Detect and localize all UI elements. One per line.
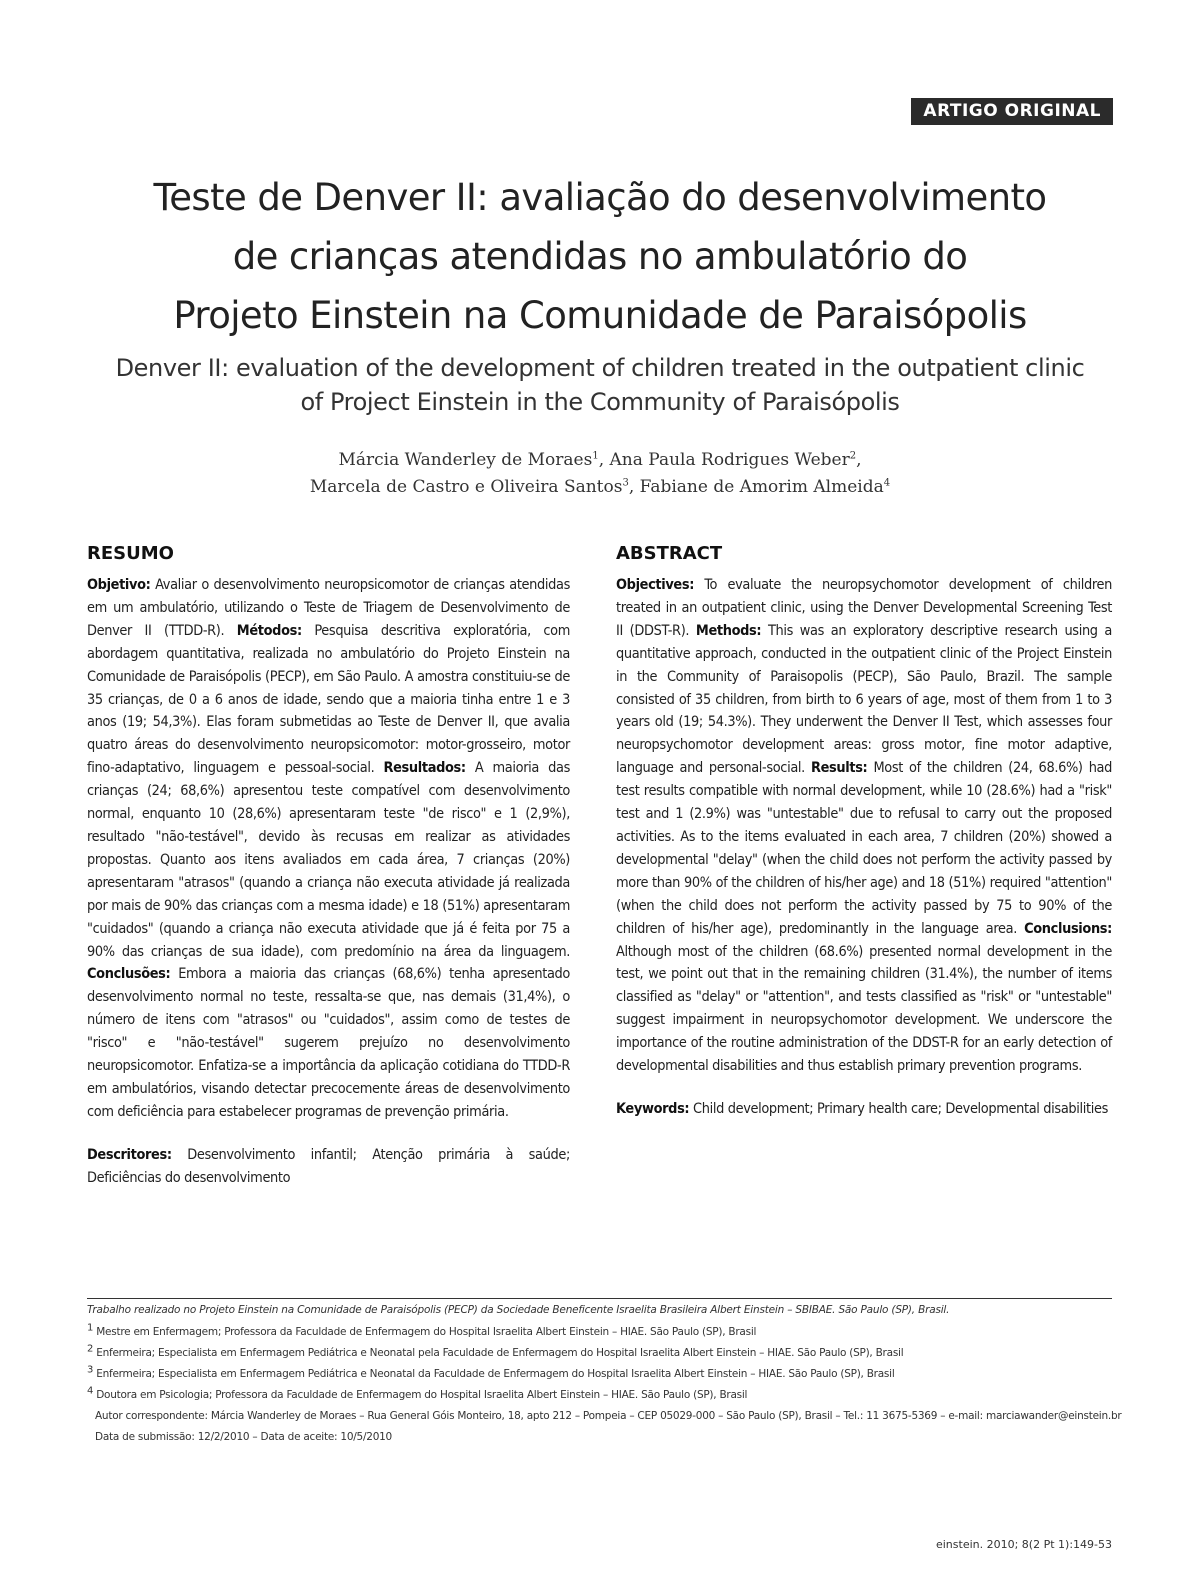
footnote-affiliation-3: $^3$ Enfermeira; Especialista em Enfermagem Pediátrica e Neonatal da Faculdade de Enfermagem do Hospital Israelita Albert Einstein – HIAE. São Paulo (SP), Brasil	[87, 1364, 895, 1380]
author-affiliation-mark: 3	[622, 477, 629, 489]
article-title-en: Denver II: evaluation of the development of children treated in the outpatient clinic of Project Einstein in the Community of Paraisópolis	[115, 354, 1085, 416]
author-name: Márcia Wanderley de Moraes	[338, 450, 593, 470]
author-affiliation-mark: 1	[592, 450, 599, 462]
article-title-pt: Teste de Denver II: avaliação do desenvolvimento de crianças atendidas no ambulatório do Projeto Einstein na Comunidade de Paraisópolis	[153, 176, 1047, 337]
footnote-affiliation-4: $^4$ Doutora em Psicologia; Professora da Faculdade de Enfermagem do Hospital Israelita Albert Einstein – HIAE. São Paulo (SP), Brasil	[87, 1385, 748, 1401]
author-affiliation-mark: 2	[849, 450, 857, 462]
abstract-heading: ABSTRACT	[616, 543, 723, 564]
footnotes	[87, 1298, 1122, 1452]
title-block	[0, 168, 1200, 501]
resumo-column	[87, 543, 570, 1190]
footnote-affiliation-2: $^2$ Enfermeira; Especialista em Enfermagem Pediátrica e Neonatal pela Faculdade de Enfermagem do Hospital Israelita Albert Einstein – HIAE. São Paulo (SP), Brasil	[87, 1343, 904, 1359]
author-affiliation-mark: 4	[883, 477, 891, 489]
section-badge: ARTIGO ORIGINAL	[911, 98, 1113, 125]
journal-citation: einstein. 2010; 8(2 Pt 1):149-53	[935, 1538, 1112, 1551]
author-name: Ana Paula Rodrigues Weber	[609, 450, 850, 470]
footnote-institution: Trabalho realizado no Projeto Einstein na Comunidade de Paraisópolis (PECP) da Sociedade Beneficente Israelita Brasileira Albert Einstein – SBIBAE. São Paulo (SP), Brasil.	[87, 1304, 950, 1316]
resumo-heading: RESUMO	[87, 543, 174, 564]
resumo-body: Objetivo: Avaliar o desenvolvimento neuropsicomotor de crianças atendidas em um ambulatório, utilizando o Teste de Triagem de Desenvolvimento de Denver II (TTDD-R). Métodos: Pesquisa descritiva exploratória, com abordagem quantitativa, realizada no ambulatório do Projeto Einstein na Comunidade de Paraisópolis (PECP), em São Paulo. A amostra constituiu-se de 35 crianças, de 0 a 6 anos de idade, sendo que a maioria tinha entre 1 e 3 anos (19; 54,3%). Elas foram submetidas ao Teste de Denver II, que avalia quatro áreas do desenvolvimento neuropsicomotor: motor-grosseiro, motor fino-adaptativo, linguagem e pessoal-social. Resultados: A maioria das crianças (24; 68,6%) apresentou teste compatível com desenvolvimento normal, enquanto 10 (28,6%) apresentaram teste "de risco" e 1 (2,9%), resultado "não-testável", devido às recusas em realizar as atividades propostas. Quanto aos itens avaliados em cada área, 7 crianças (20%) apresentaram "atrasos" (quando a criança não executa atividade já realizada por mais de 90% das crianças com a mesma idade) e 18 (51%) apresentaram "cuidados" (quando a criança não executa atividade que já é feita por 75 a 90% das crianças de sua idade), com predomínio na área da linguagem. Conclusões: Embora a maioria das crianças (68,6%) tenha apresentado desenvolvimento normal no teste, ressalta-se que, nas demais (31,4%), o número de itens com "atrasos" ou "cuidados", assim como de testes de "risco" e "não-testável" sugerem prejuízo no desenvolvimento neuropsicomotor. Enfatiza-se a importância da aplicação cotidiana do TTDD-R em ambulatórios, visando detectar precocemente áreas de desenvolvimento com deficiência para estabelecer programas de prevenção primária.	[87, 577, 571, 1120]
footnote-affiliation-1: $^1$ Mestre em Enfermagem; Professora da Faculdade de Enfermagem do Hospital Israelita Albert Einstein – HIAE. São Paulo (SP), Brasil	[87, 1322, 757, 1338]
abstract-keywords: Keywords: Child development; Primary health care; Developmental disabilities	[616, 1100, 1108, 1117]
footnote-correspondence: Autor correspondente: Márcia Wanderley de Moraes – Rua General Góis Monteiro, 18, apto 212 – Pompeia – CEP 05029-000 – São Paulo (SP), Brasil – Tel.: 11 3675-5369 – e-mail: marciawander@einstein.br	[95, 1410, 1122, 1422]
author-name: Marcela de Castro e Oliveira Santos	[309, 477, 623, 497]
author-list: Márcia Wanderley de Moraes$^1$, Ana Paula Rodrigues Weber$^2$, Marcela de Castro e Oliveira Santos$^3$, Fabiane de Amorim Almeida$^4$	[309, 450, 891, 497]
resumo-keywords: Descritores: Desenvolvimento infantil; Atenção primária à saúde; Deficiências do desenvolvimento	[87, 1146, 570, 1186]
abstract-column	[616, 543, 1112, 1121]
author-name: Fabiane de Amorim Almeida	[639, 477, 884, 497]
footnote-dates: Data de submissão: 12/2/2010 – Data de aceite: 10/5/2010	[95, 1431, 392, 1443]
abstract-body: Objectives: To evaluate the neuropsychomotor development of children treated in an outpatient clinic, using the Denver Developmental Screening Test II (DDST-R). Methods: This was an exploratory descriptive research using a quantitative approach, conducted in the outpatient clinic of the Project Einstein in the Community of Paraisopolis (PECP), São Paulo, Brazil. The sample consisted of 35 children, from birth to 6 years of age, most of them from 1 to 3 years old (19; 54.3%). They underwent the Denver II Test, which assesses four neuropsychomotor development areas: gross motor, fine motor adaptive, language and personal-social. Results: Most of the children (24, 68.6%) had test results compatible with normal development, while 10 (28.6%) had a "risk" test and 1 (2.9%) was "untestable" due to refusal to carry out the proposed activities. As to the items evaluated in each area, 7 children (20%) showed a developmental "delay" (when the child does not perform the activity passed by more than 90% of the children of his/her age) and 18 (51%) required "attention" (when the child does not perform the activity passed by 75 to 90% of the children of his/her age), predominantly in the language area. Conclusions: Although most of the children (68.6%) presented normal development in the test, we point out that in the remaining children (31.4%), the number of items classified as "delay" or "attention", and tests classified as "risk" or "untestable" suggest impairment in neuropsychomotor development. We underscore the importance of the routine administration of the DDST-R for an early detection of developmental disabilities and thus establish primary prevention programs.	[616, 577, 1113, 1075]
